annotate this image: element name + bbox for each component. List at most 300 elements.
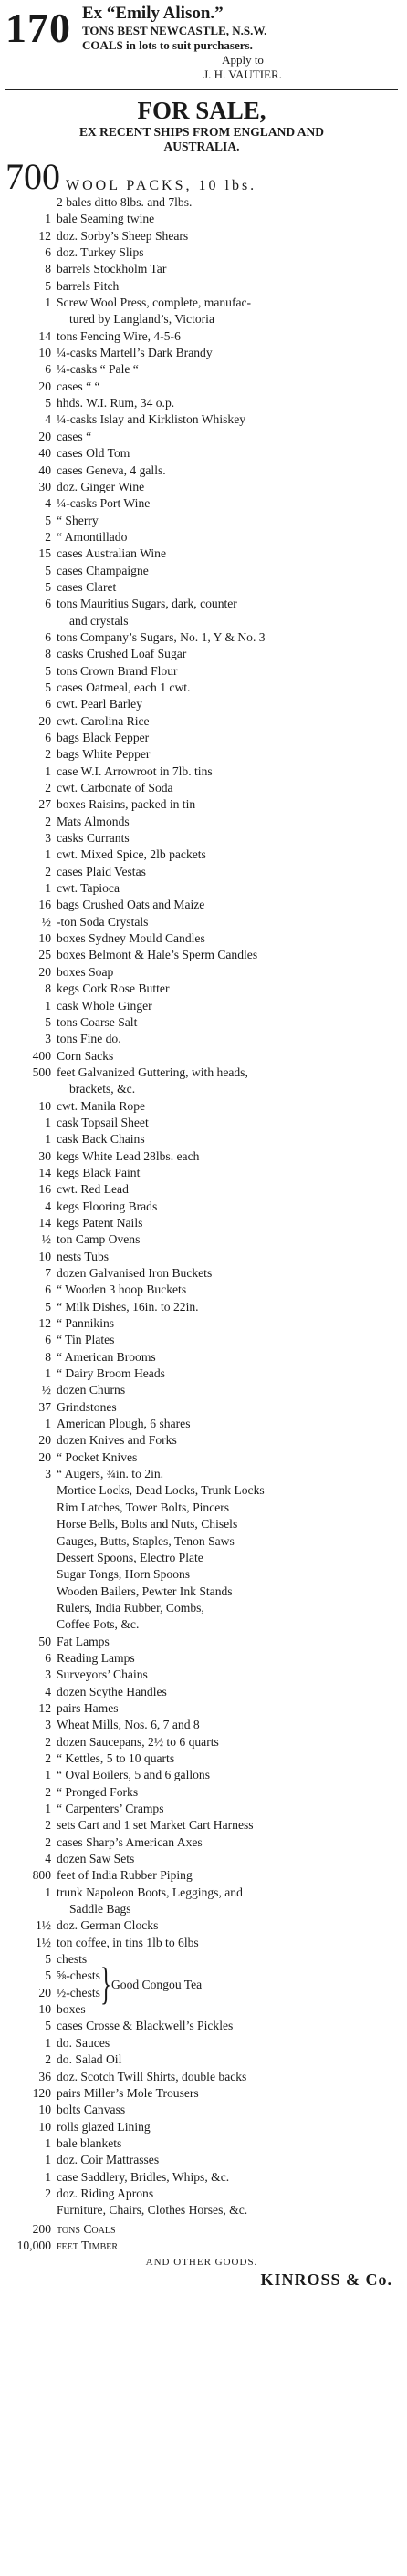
item-quantity: 700	[5, 156, 60, 197]
list-item	[5, 1817, 398, 1833]
item-quantity: 2	[45, 1818, 51, 1833]
list-item	[5, 1165, 398, 1181]
list-item	[5, 495, 398, 512]
item-description: “ Pannikins	[57, 1316, 115, 1331]
item-description: kegs White Lead 28lbs. each	[57, 1148, 200, 1163]
list-item	[5, 1349, 398, 1366]
item-description: ½-chests	[57, 1985, 100, 2000]
item-description: dozen Galvanised Iron Buckets	[57, 1266, 213, 1280]
list-item	[5, 847, 398, 863]
item-quantity: 4	[45, 412, 51, 427]
list-item	[5, 1784, 398, 1801]
item-description: cask Back Chains	[57, 1132, 145, 1147]
item-quantity: 1	[45, 2135, 51, 2150]
item-quantity: 10	[38, 2119, 51, 2134]
list-item	[5, 1750, 398, 1767]
list-item	[5, 1700, 398, 1717]
list-item	[5, 1867, 398, 1884]
coal-quantity: 170	[5, 5, 71, 51]
item-quantity: 36	[38, 2069, 51, 2083]
item-quantity: 1	[45, 1802, 51, 1815]
item-description: tons Fine do.	[57, 1032, 121, 1046]
list-item	[5, 361, 398, 378]
item-quantity: 12	[38, 1316, 51, 1331]
item-description: Surveyors’ Chains	[57, 1667, 148, 1682]
tea-items	[5, 1951, 100, 2018]
item-description: doz. Turkey Slips	[57, 245, 144, 260]
list-item	[5, 1801, 398, 1817]
item-description: hhds. W.I. Rum, 34 o.p.	[57, 396, 175, 410]
item-description: American Plough, 6 shares	[57, 1417, 191, 1431]
item-quantity: 5	[45, 1952, 51, 1967]
list-item	[5, 1550, 398, 1566]
item-description: Reading Lamps	[57, 1650, 135, 1665]
item-description: cases Old Tom	[57, 446, 130, 461]
item-description: Mortice Locks, Dead Locks, Trunk Locks	[57, 1483, 265, 1498]
list-item	[5, 1684, 398, 1700]
subheading-line-2: AUSTRALIA.	[163, 140, 240, 153]
item-description: Saddle Bags	[69, 1902, 131, 1916]
item-description: barrels Stockholm Tar	[57, 262, 167, 276]
item-description: Wooden Bailers, Pewter Ink Stands	[57, 1584, 233, 1598]
item-description: cases “ “	[57, 379, 100, 393]
list-item	[5, 1382, 398, 1398]
item-quantity: 120	[32, 2085, 51, 2100]
item-description: -ton Soda Crystals	[57, 914, 149, 929]
item-description: dozen Knives and Forks	[57, 1433, 177, 1448]
footer	[5, 2221, 398, 2288]
list-item	[5, 1650, 398, 1667]
item-quantity: 8	[45, 982, 51, 996]
item-description: rolls glazed Lining	[57, 2119, 151, 2134]
list-item	[5, 613, 398, 629]
item-quantity: 10	[38, 2002, 51, 2017]
item-description: bags Black Pepper	[57, 731, 150, 744]
item-description: “ Carpenters’ Cramps	[57, 1802, 164, 1815]
item-quantity: 1	[45, 2153, 51, 2167]
item-description: case W.I. Arrowroot in 7lb. tins	[57, 763, 213, 778]
list-item	[5, 2186, 398, 2202]
item-description: nests Tubs	[57, 1249, 110, 1263]
item-quantity: 5	[45, 2019, 51, 2033]
item-quantity: 25	[38, 948, 51, 962]
list-item	[5, 244, 398, 261]
item-description: kegs Flooring Brads	[57, 1199, 158, 1213]
list-item	[5, 2085, 398, 2102]
goods-lines-2	[5, 2018, 398, 2218]
item-quantity: 1	[45, 212, 51, 226]
list-item	[5, 2018, 398, 2034]
other-goods-note: AND OTHER GOODS.	[145, 2257, 258, 2269]
item-quantity: 2	[45, 1784, 51, 1799]
list-item	[5, 429, 398, 445]
goods-lines	[5, 194, 398, 1951]
list-item	[5, 261, 398, 277]
list-item	[5, 1533, 398, 1550]
list-item	[5, 1851, 398, 1867]
list-item	[5, 1115, 398, 1131]
item-description: tons Mauritius Sugars, dark, counter	[57, 597, 237, 611]
list-item	[5, 1148, 398, 1165]
list-item	[5, 696, 398, 712]
item-quantity: 1	[45, 881, 51, 896]
item-description: Corn Sacks	[57, 1048, 114, 1063]
item-description: doz. Ginger Wine	[57, 479, 145, 493]
list-item	[5, 1717, 398, 1733]
item-description: barrels Pitch	[57, 278, 120, 293]
item-description: cwt. Pearl Barley	[57, 697, 142, 712]
list-item	[5, 1584, 398, 1600]
item-quantity: 20	[38, 964, 51, 979]
item-quantity: 2	[45, 1734, 51, 1749]
item-description: cases Oatmeal, each 1 cwt.	[57, 680, 191, 694]
item-description: brackets, &c.	[69, 1082, 136, 1096]
item-description: cwt. Manila Rope	[57, 1098, 146, 1113]
item-description: ¼-casks Martell’s Dark Brandy	[57, 346, 213, 360]
list-item	[5, 796, 398, 813]
item-quantity: 12	[38, 1700, 51, 1715]
item-description: Grindstones	[57, 1399, 117, 1414]
item-quantity: 6	[45, 731, 51, 744]
item-quantity: 1	[45, 2169, 51, 2184]
list-item	[5, 1366, 398, 1382]
item-description: bags Crushed Oats and Maize	[57, 898, 205, 912]
item-description: cwt. Tapioca	[57, 881, 120, 896]
item-quantity: 1	[45, 1132, 51, 1147]
item-description: Sugar Tongs, Horn Spoons	[57, 1567, 191, 1582]
list-item	[5, 830, 398, 847]
item-description: WOOL PACKS, 10 lbs.	[66, 177, 257, 193]
item-description: cwt. Red Lead	[57, 1182, 129, 1197]
item-quantity: 4	[45, 1684, 51, 1698]
tea-item	[5, 1985, 100, 2001]
item-description: tons Crown Brand Flour	[57, 663, 178, 678]
coal-line-1: TONS BEST NEWCASTLE, N.S.W.	[82, 24, 267, 37]
list-item	[5, 563, 398, 579]
item-quantity: 8	[45, 647, 51, 661]
list-item	[5, 345, 398, 361]
item-quantity: 5	[45, 1968, 51, 1983]
item-quantity: 6	[45, 1333, 51, 1347]
subheading-line-1: EX RECENT SHIPS FROM ENGLAND AND	[79, 125, 324, 139]
list-item	[5, 1449, 398, 1466]
item-description: “ American Brooms	[57, 1349, 156, 1364]
item-description: Rim Latches, Tower Bolts, Pincers	[57, 1500, 230, 1514]
list-item	[5, 1282, 398, 1298]
list-item	[5, 1299, 398, 1315]
item-quantity: 4	[45, 1199, 51, 1213]
list-item	[5, 194, 398, 211]
item-quantity: ½	[41, 914, 51, 929]
item-quantity: 2	[45, 2186, 51, 2200]
item-quantity: 2	[45, 1834, 51, 1849]
item-description: Wheat Mills, Nos. 6, 7 and 8	[57, 1718, 200, 1732]
item-description: cases Geneva, 4 galls.	[57, 462, 166, 477]
item-quantity: 20	[38, 1449, 51, 1464]
list-item	[5, 1935, 398, 1951]
item-quantity: 1½	[36, 1935, 51, 1949]
list-item	[5, 311, 398, 327]
list-item	[5, 1616, 398, 1633]
item-quantity: 14	[38, 328, 51, 343]
coal-advertisement	[5, 4, 398, 84]
item-description: 2 bales ditto 8lbs. and 7lbs.	[57, 195, 193, 209]
list-item	[5, 730, 398, 746]
list-item	[5, 1265, 398, 1282]
list-item	[5, 1081, 398, 1097]
item-quantity: 40	[38, 462, 51, 477]
item-description: doz. German Clocks	[57, 1918, 159, 1933]
list-item	[5, 395, 398, 411]
item-quantity: 500	[32, 1065, 51, 1079]
list-item	[5, 1901, 398, 1917]
tea-item	[5, 1951, 100, 1968]
item-quantity: 16	[38, 898, 51, 912]
apply-to: Apply to	[222, 53, 264, 67]
item-quantity: 37	[38, 1399, 51, 1414]
list-item	[5, 1667, 398, 1683]
item-quantity: 5	[45, 1014, 51, 1029]
item-quantity: 3	[45, 1032, 51, 1046]
item-description: cases Crosse & Blackwell’s Pickles	[57, 2019, 234, 2033]
list-item	[5, 1767, 398, 1783]
item-description: case Saddlery, Bridles, Whips, &c.	[57, 2169, 230, 2184]
list-item	[5, 1885, 398, 1901]
advertiser-name: J. H. VAUTIER.	[204, 68, 282, 81]
item-quantity: 1	[45, 1885, 51, 1899]
list-item	[5, 156, 398, 197]
item-description: ¼-casks “ Pale “	[57, 362, 139, 377]
item-quantity: 1	[45, 296, 51, 310]
item-quantity: 2	[45, 529, 51, 544]
item-quantity: 2	[45, 747, 51, 762]
item-quantity: 6	[45, 697, 51, 712]
list-item	[5, 1098, 398, 1115]
item-quantity: 2	[45, 1750, 51, 1765]
item-quantity: 400	[32, 1048, 51, 1063]
item-description: tons Coarse Salt	[57, 1014, 138, 1029]
item-quantity: 20	[38, 429, 51, 443]
item-quantity: 1	[45, 1768, 51, 1782]
list-item	[5, 579, 398, 596]
item-quantity: 20	[38, 1433, 51, 1448]
item-description: casks Crushed Loaf Sugar	[57, 647, 187, 661]
item-quantity: 6	[45, 1283, 51, 1297]
list-item	[5, 445, 398, 462]
list-item	[5, 411, 398, 428]
item-quantity: 800	[32, 1868, 51, 1883]
item-description: “ Pocket Knives	[57, 1449, 138, 1464]
list-item	[5, 998, 398, 1014]
item-description: dozen Saw Sets	[57, 1852, 135, 1866]
list-item	[5, 211, 398, 227]
list-item	[5, 1014, 398, 1031]
list-item	[5, 1231, 398, 1248]
item-quantity: 5	[45, 563, 51, 577]
item-quantity: 6	[45, 597, 51, 611]
item-description: Rulers, India Rubber, Combs,	[57, 1600, 204, 1615]
item-quantity: 12	[38, 228, 51, 243]
item-description: “ Kettles, 5 to 10 quarts	[57, 1750, 175, 1765]
list-item	[5, 1834, 398, 1851]
item-quantity: 20	[38, 713, 51, 728]
item-description: feet of India Rubber Piping	[57, 1868, 193, 1883]
list-item	[5, 2102, 398, 2118]
list-item	[5, 746, 398, 763]
item-description: feet Galvanized Guttering, with heads,	[57, 1065, 248, 1079]
item-quantity: 7	[45, 1266, 51, 1280]
item-description: cases Australian Wine	[57, 546, 166, 561]
item-quantity: 5	[45, 663, 51, 678]
list-item	[5, 545, 398, 562]
list-item	[5, 228, 398, 244]
item-description: cask Whole Ginger	[57, 998, 152, 1013]
item-quantity: 3	[45, 831, 51, 846]
item-description: tons Coals	[57, 2221, 116, 2236]
item-quantity: 30	[38, 1148, 51, 1163]
item-description: kegs Patent Nails	[57, 1215, 143, 1230]
list-item	[5, 680, 398, 696]
item-description: kegs Black Paint	[57, 1165, 141, 1179]
item-quantity: 1	[45, 2035, 51, 2050]
item-quantity: 16	[38, 1182, 51, 1197]
item-quantity: 1	[45, 998, 51, 1013]
list-item	[5, 379, 398, 395]
list-item	[5, 328, 398, 345]
item-quantity: 10	[38, 346, 51, 360]
item-quantity: 5	[45, 278, 51, 293]
item-quantity: 6	[45, 245, 51, 260]
list-item	[5, 1917, 398, 1934]
item-quantity: 1	[45, 1115, 51, 1129]
item-description: chests	[57, 1952, 88, 1967]
item-description: boxes	[57, 2002, 86, 2017]
item-quantity: 10	[38, 1098, 51, 1113]
item-quantity: 5	[45, 680, 51, 694]
item-description: doz. Riding Aprons	[57, 2186, 154, 2200]
list-item	[5, 1516, 398, 1532]
item-description: “ Amontillado	[57, 529, 128, 544]
item-description: doz. Sorby’s Sheep Shears	[57, 228, 189, 243]
list-item	[5, 713, 398, 730]
item-quantity: 3	[45, 1667, 51, 1682]
item-quantity: 3	[45, 1467, 51, 1481]
item-description: sets Cart and 1 set Market Cart Harness	[57, 1818, 254, 1833]
ship-title: Ex “Emily Alison.”	[82, 4, 224, 23]
item-description: do. Sauces	[57, 2035, 110, 2050]
list-item	[5, 2035, 398, 2051]
item-quantity: 8	[45, 1349, 51, 1364]
list-item	[5, 864, 398, 880]
item-quantity: 10	[38, 2103, 51, 2117]
item-quantity: 10	[38, 1249, 51, 1263]
list-item	[5, 947, 398, 963]
item-description: ton Camp Ovens	[57, 1232, 141, 1247]
item-description: Horse Bells, Bolts and Nuts, Chisels	[57, 1517, 238, 1532]
list-item	[5, 780, 398, 796]
item-description: Fat Lamps	[57, 1634, 110, 1648]
list-item	[5, 529, 398, 545]
item-quantity: 1	[45, 1366, 51, 1381]
coal-line-2: COALS in lots to suit purchasers.	[82, 38, 253, 52]
item-description: “ Tin Plates	[57, 1333, 115, 1347]
item-quantity: 50	[38, 1634, 51, 1648]
item-description: cases Plaid Vestas	[57, 864, 146, 878]
item-description: cask Topsail Sheet	[57, 1115, 149, 1129]
item-description: ¼-casks Port Wine	[57, 496, 151, 511]
list-item	[5, 462, 398, 479]
item-description: Coffee Pots, &c.	[57, 1617, 140, 1632]
list-item	[5, 1048, 398, 1065]
item-description: tons Company’s Sugars, No. 1, Y & No. 3	[57, 629, 266, 644]
item-description: “ Wooden 3 hoop Buckets	[57, 1283, 187, 1297]
item-quantity: 20	[38, 1985, 51, 2000]
list-item	[5, 295, 398, 311]
item-quantity: 200	[32, 2221, 51, 2236]
item-description: dozen Scythe Handles	[57, 1684, 167, 1698]
item-description: Screw Wool Press, complete, manufac-	[57, 296, 252, 310]
item-description: Furniture, Chairs, Clothes Horses, &c.	[57, 2203, 248, 2218]
item-description: “ Sherry	[57, 513, 99, 527]
list-item	[5, 646, 398, 662]
item-description: Gauges, Butts, Staples, Tenon Saws	[57, 1533, 235, 1548]
item-quantity: 27	[38, 797, 51, 812]
item-quantity: 4	[45, 496, 51, 511]
item-description: tons Fencing Wire, 4-5-6	[57, 328, 181, 343]
list-item	[5, 1432, 398, 1449]
list-item	[5, 663, 398, 680]
list-item	[5, 1332, 398, 1348]
item-description: bolts Canvass	[57, 2103, 126, 2117]
item-quantity: 5	[45, 579, 51, 594]
list-item	[5, 2069, 398, 2085]
item-description: bale Seaming twine	[57, 212, 155, 226]
list-item	[5, 1399, 398, 1416]
item-quantity: 4	[45, 1852, 51, 1866]
item-description: boxes Soap	[57, 964, 114, 979]
list-item	[5, 1199, 398, 1215]
item-quantity: ½	[41, 1232, 51, 1247]
tea-item	[5, 2001, 100, 2018]
list-item	[5, 1131, 398, 1148]
item-description: cases Claret	[57, 579, 117, 594]
list-item	[5, 1600, 398, 1616]
item-description: dozen Saucepans, 2½ to 6 quarts	[57, 1734, 219, 1749]
item-quantity: 5	[45, 1299, 51, 1314]
list-item	[5, 763, 398, 780]
item-quantity: 6	[45, 1650, 51, 1665]
item-description: feet Timber	[57, 2238, 119, 2252]
list-item	[5, 1416, 398, 1432]
item-quantity: 10,000	[16, 2238, 51, 2252]
item-quantity: 8	[45, 262, 51, 276]
item-description: tured by Langland’s, Victoria	[69, 312, 214, 327]
list-item	[5, 1566, 398, 1583]
list-item	[5, 2169, 398, 2186]
brace-symbol: }	[99, 1958, 111, 2010]
item-quantity: 1½	[36, 1918, 51, 1933]
for-sale-heading: FOR SALE,	[137, 97, 266, 124]
item-quantity: 6	[45, 362, 51, 377]
item-description: cwt. Carbonate of Soda	[57, 781, 173, 795]
item-quantity: 20	[38, 379, 51, 393]
item-quantity: 2	[45, 814, 51, 828]
item-quantity: 10	[38, 931, 51, 946]
item-quantity: 40	[38, 446, 51, 461]
item-description: boxes Raisins, packed in tin	[57, 797, 196, 812]
item-description: bale blankets	[57, 2135, 122, 2150]
list-item	[5, 1500, 398, 1516]
